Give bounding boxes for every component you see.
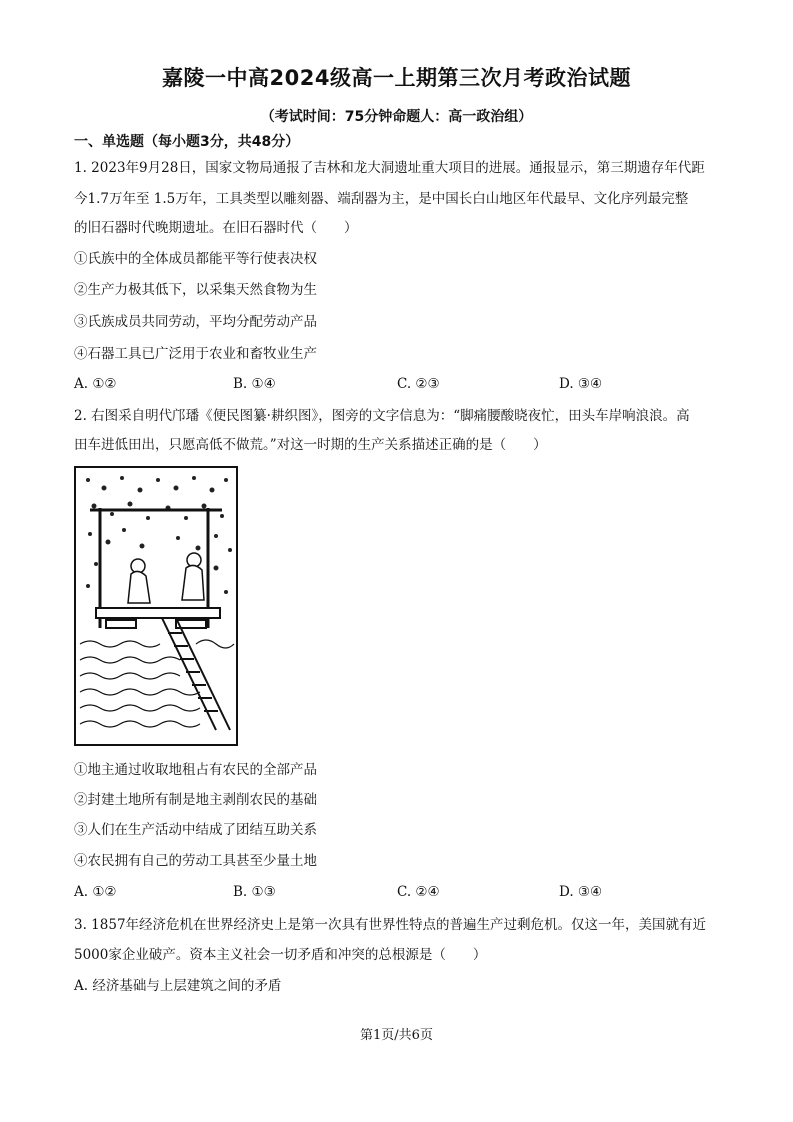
q1-stem-line: 1. 2023年9月28日，国家文物局通报了吉林和龙大洞遗址重大项目的进展。通报显示，第三期遗存年代距: [74, 160, 705, 176]
woodcut-illustration: [74, 466, 238, 746]
waterwheel-woodcut-image: [76, 468, 236, 744]
q1-item: ③氏族成员共同劳动，平均分配劳动产品: [74, 314, 317, 330]
section-heading: 一、单选题（每小题3分，共48分）: [74, 134, 300, 150]
q2-item: ①地主通过收取地租占有农民的全部产品: [74, 762, 317, 778]
q2-item: ④农民拥有自己的劳动工具甚至少量土地: [74, 853, 317, 869]
q2-option-c: C. ②④: [397, 884, 440, 900]
exam-info: （考试时间：75分钟命题人：高一政治组）: [260, 109, 533, 125]
q3-stem-line: 5000家企业破产。资本主义社会一切矛盾和冲突的总根源是（ ）: [74, 947, 487, 963]
q2-item: ②封建土地所有制是地主剥削农民的基础: [74, 792, 317, 808]
q3-stem-line: 3. 1857年经济危机在世界经济史上是第一次具有世界性特点的普遍生产过剩危机。仅这一年，美国就有近: [74, 917, 707, 933]
q2-option-b: B. ①③: [233, 884, 276, 900]
q1-option-d: D. ③④: [559, 376, 603, 392]
q2-option-d: D. ③④: [559, 884, 603, 900]
q1-stem-line: 今1.7万年至 1.5万年，工具类型以雕刻器、端刮器为主，是中国长白山地区年代最早、文化序列最完整: [74, 191, 689, 207]
q2-item: ③人们在生产活动中结成了团结互助关系: [74, 822, 317, 838]
q1-item: ②生产力极其低下，以采集天然食物为生: [74, 282, 317, 298]
page-number: 第1页/共6页: [360, 1028, 433, 1043]
q2-stem-line: 2. 右图采自明代邝璠《便民图纂·耕织图》，图旁的文字信息为：“脚痛腰酸晓夜忙，田头车岸响浪浪。高: [74, 408, 690, 424]
q2-stem-line: 田车进低田出，只愿高低不做荒。”对这一时期的生产关系描述正确的是（ ）: [74, 437, 547, 453]
q1-stem-line: 的旧石器时代晚期遗址。在旧石器时代（ ）: [74, 220, 358, 236]
q2-option-a: A. ①②: [74, 884, 117, 900]
q1-item: ①氏族中的全体成员都能平等行使表决权: [74, 251, 317, 267]
q1-option-c: C. ②③: [397, 376, 440, 392]
q1-item: ④石器工具已广泛用于农业和畜牧业生产: [74, 346, 317, 362]
page-title: 嘉陵一中高2024级高一上期第三次月考政治试题: [162, 66, 631, 90]
q3-option-a: A. 经济基础与上层建筑之间的矛盾: [74, 978, 282, 994]
q1-option-b: B. ①④: [233, 376, 276, 392]
q1-option-a: A. ①②: [74, 376, 117, 392]
